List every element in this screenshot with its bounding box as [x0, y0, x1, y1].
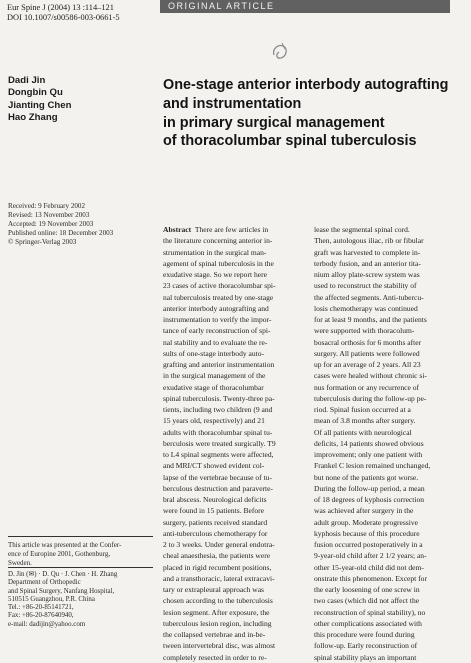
- abstract-line: were supported with thoracolum-: [314, 326, 415, 336]
- abstract-line: and a transthoracic, lateral extracavi-: [163, 573, 275, 583]
- author-affiliation: [8, 571, 158, 629]
- abstract-line: berculous destruction and paraverte-: [163, 483, 274, 493]
- abstract-text: There are few articles in: [194, 225, 269, 234]
- copyright-line: © Springer-Verlag 2003: [8, 237, 77, 246]
- abstract-column-right: [314, 224, 462, 663]
- abstract-line: spinal tuberculosis. Twenty-three pa-: [163, 393, 275, 403]
- abstract-line: During the follow-up period, a mean: [314, 483, 425, 493]
- abstract-line: 23 cases of active thoracolumbar spi-: [163, 281, 276, 291]
- abstract-line: the literature concerning anterior in-: [163, 236, 273, 246]
- note-line: Sweden.: [8, 558, 32, 567]
- affiliation-divider: [8, 567, 153, 568]
- abstract-line: adult group. Moderate progressive: [314, 517, 418, 527]
- abstract-line: graft was harvested to complete in-: [314, 247, 421, 257]
- journal-reference: [7, 3, 120, 23]
- author-name: Dongbin Qu: [8, 87, 63, 99]
- abstract-line: surgery, patients received standard: [163, 517, 268, 527]
- abstract-line: nal stability and to evaluate the re-: [163, 337, 268, 347]
- abstract-line: tuberculosis during the follow-up pe-: [314, 393, 427, 403]
- note-line: ence of Europine 2001, Gothenburg,: [8, 549, 111, 558]
- affiliation-line: Fax: +86-20-87640940,: [8, 612, 74, 620]
- abstract-line: the collapsed vertebrae and in-be-: [163, 630, 266, 639]
- abstract-line: other complications associated with: [314, 618, 422, 628]
- abstract-line: lesion segment. After exposure, the: [163, 607, 270, 617]
- abstract-line: Then, autologous iliac, rib or fibular: [314, 236, 424, 246]
- abstract-line: nium alloy plate-screw system was: [314, 270, 420, 279]
- abstract-line: onstrate this phenomenon. Except for: [314, 573, 427, 583]
- abstract-line: tients, including two children (9 and: [163, 405, 273, 414]
- abstract-line: nus formation or any recurrence of: [314, 382, 419, 392]
- title-line: of thoracolumbar spinal tuberculosis: [163, 133, 417, 150]
- abstract-label: Abstract: [163, 225, 192, 234]
- published-date: Published online: 18 December 2003: [8, 228, 114, 237]
- abstract-line: but none of the patients got worse.: [314, 472, 419, 482]
- affiliation-line: Tel.: +86-20-85141721,: [8, 604, 74, 612]
- accepted-date: Accepted: 19 November 2003: [8, 219, 94, 228]
- abstract-line: grafting and anterior instrumentation: [163, 360, 275, 369]
- abstract-line: used to reconstruct the stability of: [314, 281, 417, 291]
- abstract-line: this procedure were found during: [314, 630, 415, 639]
- abstract-line: bosacral orthosis for 6 months after: [314, 337, 422, 347]
- abstract-line: tween intervertebral disc, was almost: [163, 641, 276, 651]
- abstract-line: of 18 degrees of kyphosis correction: [314, 495, 425, 504]
- affiliation-line: e-mail: dadijin@yahoo.com: [8, 620, 86, 628]
- title-line: and instrumentation: [163, 95, 302, 112]
- abstract-line: deficits, 14 patients showed obvious: [314, 438, 424, 448]
- abstract-line: cheal anaesthesia, the patients were: [163, 551, 271, 561]
- author-name: Jianting Chen: [8, 99, 72, 111]
- abstract-line: to L4 spinal segments were affected,: [163, 450, 274, 459]
- abstract-line: 15 years old, respectively) and 21: [163, 416, 265, 426]
- abstract-line: up for an average of 2 years. All 23: [314, 360, 421, 369]
- abstract-column-left: [163, 224, 301, 663]
- affiliation-line: Department of Orthopedic: [8, 579, 81, 587]
- title-line: in primary surgical management: [163, 114, 385, 131]
- abstract-line: reconstruction of spinal stability), no: [314, 607, 426, 617]
- abstract-line: for at least 9 months, and the patients: [314, 315, 427, 324]
- abstract-line: riod. Spinal fusion occurred at a: [314, 405, 411, 414]
- affiliation-line: 510515 Guangzhou, P.R. China: [8, 595, 95, 603]
- abstract-line: surgery. All patients were followed: [314, 348, 420, 358]
- abstract-line: chosen according to the tuberculosis: [163, 596, 273, 606]
- article-title: [163, 76, 463, 151]
- abstract-line: agement of spinal tuberculosis in the: [163, 258, 274, 268]
- abstract-line: Of all patients with neurological: [314, 427, 412, 437]
- publication-history: [8, 202, 158, 247]
- note-line: This article was presented at the Confer-: [8, 541, 122, 549]
- abstract-line: strumentation in the surgical man-: [163, 247, 267, 257]
- abstract-line: improvement; only one patient with: [314, 450, 423, 459]
- title-line: One-stage anterior interbody autografting: [163, 77, 449, 93]
- author-list: [8, 75, 71, 125]
- abstract-line: two cases (which did not affect the: [314, 596, 420, 606]
- abstract-line: nal tuberculosis treated by one-stage: [163, 292, 274, 302]
- abstract-line: tance of early reconstruction of spi-: [163, 326, 271, 336]
- author-name: Hao Zhang: [8, 112, 58, 124]
- received-date: Received: 9 February 2002: [8, 202, 86, 210]
- abstract-line: Frankel C lesion remained unchanged,: [314, 461, 431, 471]
- abstract-line: exudative stage of thoracolumbar: [163, 382, 264, 392]
- abstract-line: bral abscess. Neurological deficits: [163, 495, 267, 504]
- abstract-line: in the surgical management of the: [163, 371, 266, 381]
- abstract-line: spinal stability plays an important: [314, 652, 417, 662]
- author-name: Dadi Jin: [8, 75, 46, 86]
- abstract-line: placed in rigid recumbent positions,: [163, 562, 272, 572]
- abstract-line: sults of one-stage interbody auto-: [163, 348, 265, 358]
- abstract-line: berculosis were treated surgically. T9: [163, 438, 276, 448]
- footnote-divider: [8, 536, 153, 537]
- abstract-line: instrumentation to verify the impor-: [163, 315, 272, 324]
- abstract-line: were found in 15 patients. Before: [163, 506, 265, 516]
- abstract-line: anterior interbody autografting and: [163, 303, 269, 313]
- abstract-line: losis chemotherapy was continued: [314, 303, 418, 313]
- abstract-line: tary or extrapleural approach was: [163, 585, 264, 594]
- abstract-line: 2 to 3 weeks. Under general endotra-: [163, 540, 275, 549]
- abstract-line: and MRI/CT showed evident col-: [163, 461, 265, 471]
- abstract-line: tuberculous lesion region, including: [163, 618, 272, 628]
- abstract-line: mean of 3.8 months after surgery.: [314, 416, 416, 426]
- affiliation-line: D. Jin (✉) · D. Qu · J. Chen · H. Zhang: [8, 571, 118, 578]
- abstract-line: lease the segmental spinal cord.: [314, 225, 410, 234]
- abstract-line: cases were healed without chronic si-: [314, 371, 427, 381]
- abstract-line: adults with thoracolumbar spinal tu-: [163, 427, 273, 437]
- abstract-line: other 15-year-old child did not dem-: [314, 562, 424, 572]
- abstract-line: exudative stage. So we report here: [163, 270, 267, 279]
- abstract-line: follow-up. Early reconstruction of: [314, 641, 418, 651]
- conference-note: [8, 541, 158, 568]
- affiliation-line: and Spinal Surgery, Nanfang Hospital,: [8, 587, 115, 595]
- abstract-line: terbody fusion, and an anterior tita-: [314, 258, 421, 268]
- doi-line: DOI 10.1007/s00586-003-0661-5: [7, 13, 120, 22]
- abstract-line: kyphosis because of this procedure: [314, 528, 420, 538]
- abstract-line: fusion occurred postoperatively in a: [314, 540, 423, 549]
- article-type-banner: ORIGINAL ARTICLE: [160, 0, 450, 13]
- abstract-first-line: [163, 224, 301, 235]
- abstract-line: the affected segments. Anti-tubercu-: [314, 292, 424, 302]
- abstract-line: the early loosening of one screw in: [314, 585, 420, 594]
- handwritten-mark-icon: [270, 41, 292, 65]
- revised-date: Revised: 13 November 2003: [8, 210, 90, 219]
- abstract-line: was achieved after surgery in the: [314, 506, 414, 516]
- journal-citation: Eur Spine J (2004) 13 :114–121: [7, 3, 114, 12]
- abstract-line: anti-tuberculous chemotherapy for: [163, 528, 268, 538]
- abstract-line: 9-year-old child after 2 1/2 years; an-: [314, 551, 427, 561]
- abstract-line: completely resected in order to re-: [163, 652, 267, 662]
- abstract-line: lapse of the vertebrae because of tu-: [163, 472, 272, 482]
